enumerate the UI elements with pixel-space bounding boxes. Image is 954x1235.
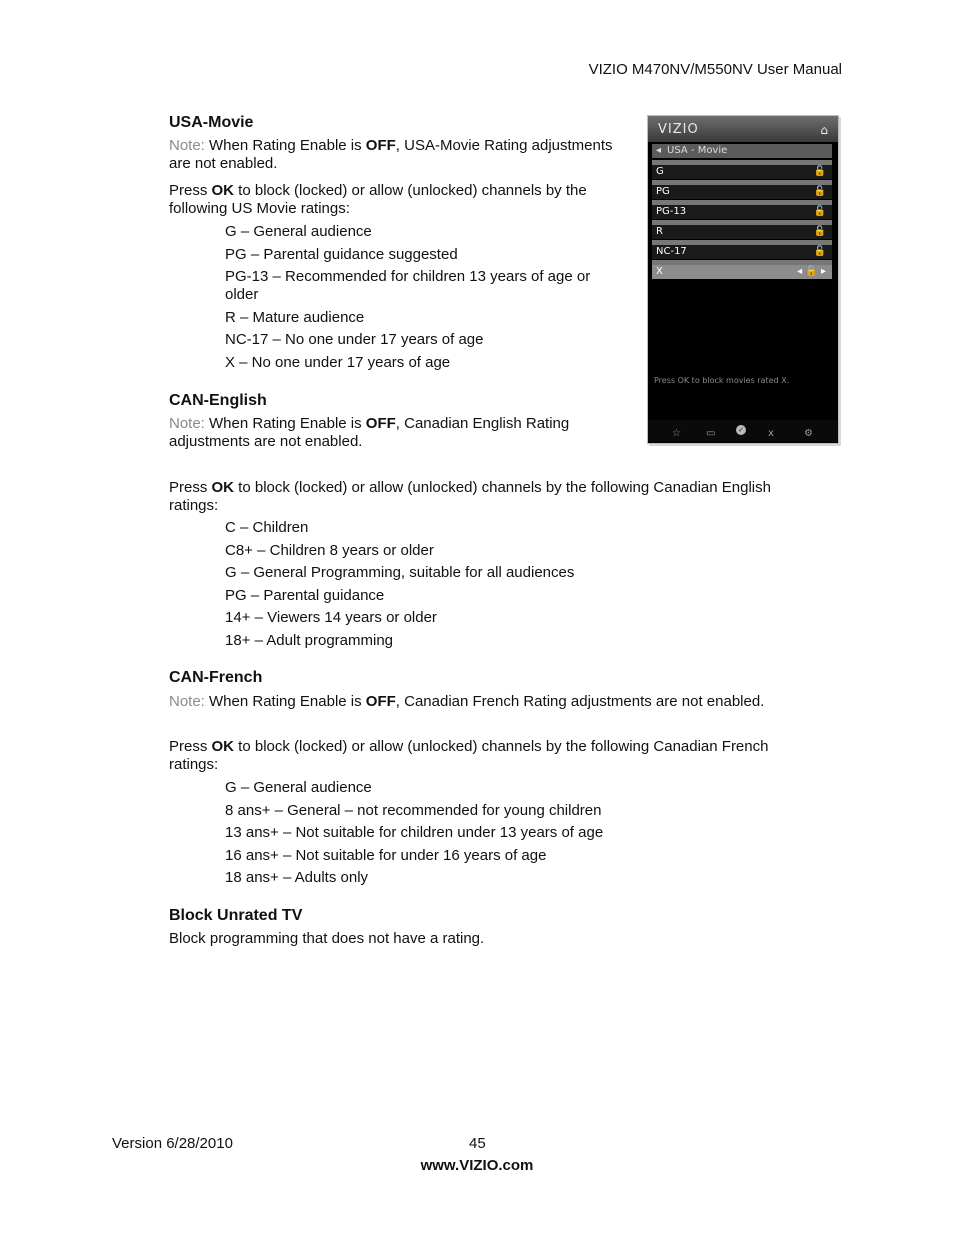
list-item: G – General audience [225, 779, 372, 796]
tv-menu-breadcrumb: ◂ USA - Movie [652, 144, 832, 158]
usa-movie-note: Note: When Rating Enable is OFF, USA-Movie Rating adjustments are not enabled. [169, 137, 613, 172]
unlock-icon: ◂ 🔓 ▸ [797, 266, 826, 277]
tv-menu-screenshot [647, 115, 839, 444]
list-item: G – General Programming, suitable for all audiences [225, 564, 575, 582]
block-unrated-heading: Block Unrated TV [169, 907, 303, 924]
tv-menu-item-nc17: NC-17 🔓 [652, 240, 832, 259]
unlock-icon: 🔓 [813, 206, 826, 217]
tv-menu-bottom-bar [648, 420, 838, 442]
list-item: 18+ – Adult programming [225, 631, 394, 649]
unlock-icon: 🔓 [813, 166, 826, 177]
tv-menu-item-pg13: PG-13 🔓 [652, 200, 832, 219]
ok-icon: ✓ [736, 425, 746, 435]
list-item: R – Mature audience [225, 308, 365, 326]
tv-menu-item-x: X ◂ 🔓 ▸ [652, 260, 832, 279]
list-item: PG – Parental guidance suggested [225, 245, 458, 263]
unlock-icon: 🔓 [813, 226, 826, 237]
can-english-note: Note: When Rating Enable is OFF, Canadian English Rating adjustments are not enabled. [169, 415, 570, 450]
can-english-heading: CAN-English [169, 392, 267, 409]
tv-menu-hint: Press OK to block movies rated X. [654, 376, 790, 385]
can-french-instructions: Press OK to block (locked) or allow (unlocked) channels by the following Canadian French ratings: [169, 738, 769, 773]
note-label: Note: [169, 415, 205, 432]
footer-version: Version 6/28/2010 [112, 1135, 233, 1152]
page-number: 45 [469, 1135, 486, 1152]
list-item: PG – Parental guidance [225, 586, 385, 604]
footer-url: www.VIZIO.com [420, 1157, 534, 1174]
unlock-icon: 🔓 [813, 186, 826, 197]
list-item: C8+ – Children 8 years or older [225, 541, 434, 559]
list-item: 13 ans+ – Not suitable for children under 13 years of age [225, 824, 604, 842]
block-unrated-text: Block programming that does not have a rating. [169, 930, 485, 947]
list-item: NC-17 – No one under 17 years of age [225, 331, 484, 349]
vizio-logo: VIZIO [658, 122, 699, 137]
settings-icon: ⚙ [804, 428, 813, 439]
list-item: 14+ – Viewers 14 years or older [225, 609, 437, 627]
star-icon: ☆ [672, 428, 681, 439]
tv-menu-item-pg: PG 🔓 [652, 180, 832, 199]
unlock-icon: 🔓 [813, 246, 826, 257]
menu-icon: ▭ [706, 428, 716, 439]
list-item: PG-13 – Recommended for children 13 years of age or older [225, 268, 591, 304]
usa-movie-instructions: Press OK to block (locked) or allow (unlocked) channels by the following US Movie ratings: [169, 182, 587, 217]
manual-title: VIZIO M470NV/M550NV User Manual [588, 61, 842, 78]
usa-movie-heading: USA-Movie [169, 114, 254, 131]
home-icon: ⌂ [820, 123, 828, 137]
list-item: X – No one under 17 years of age [225, 353, 451, 371]
can-french-note: Note: When Rating Enable is OFF, Canadian French Rating adjustments are not enabled. [169, 693, 765, 710]
can-english-ratings-list [225, 519, 825, 655]
exit-icon: x [768, 428, 774, 439]
can-english-instructions: Press OK to block (locked) or allow (unlocked) channels by the following Canadian English ratings: [169, 479, 771, 514]
back-arrow-icon: ◂ [656, 145, 662, 156]
tv-menu-item-r: R 🔓 [652, 220, 832, 239]
can-french-heading: CAN-French [169, 669, 263, 686]
can-french-ratings-list [225, 779, 825, 892]
tv-menu-item-g: G 🔓 [652, 160, 832, 179]
list-item: 18 ans+ – Adults only [225, 869, 369, 887]
list-item: 8 ans+ – General – not recommended for young children [225, 801, 602, 819]
note-label: Note: [169, 137, 205, 154]
list-item: G – General audience [225, 223, 372, 240]
usa-movie-ratings-list [225, 223, 615, 377]
tv-menu-header [648, 116, 838, 142]
list-item: 16 ans+ – Not suitable for under 16 years of age [225, 846, 547, 864]
note-label: Note: [169, 693, 205, 710]
list-item: C – Children [225, 519, 309, 536]
